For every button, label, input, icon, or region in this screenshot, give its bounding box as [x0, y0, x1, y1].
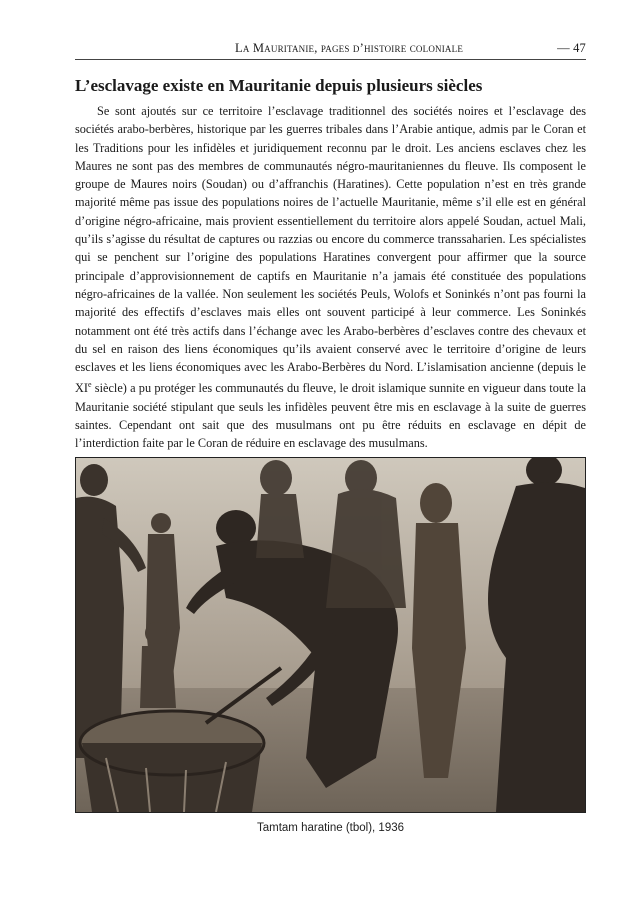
drum	[80, 711, 264, 812]
century-superscript: e	[87, 380, 92, 390]
figure-caption: Tamtam haratine (tbol), 1936	[256, 822, 405, 834]
section-title: L’esclavage existe en Mauritanie depuis plusieurs siècles	[75, 76, 483, 95]
tamtam-photograph	[75, 457, 586, 813]
body-paragraph	[75, 102, 586, 453]
header-rule	[75, 59, 586, 60]
page-number: — 47	[557, 41, 586, 55]
photo-illustration	[76, 458, 585, 812]
paragraph-text-part-1: Se sont ajoutés sur ce territoire l’esclavage traditionnel des sociétés noires et l’esclavage des sociétés arabo-berbères, historique par les guerres tribales dans l’Arabie antique, admis par le Coran et les Traditions pour les infidèles et juridiquement reconnu par le droit. Les anciens esclaves chez les Maures ne sont pas des membres de communautés négro-mauritaniennes du fleuve. Ils composent le groupe de Maures noirs (Soudan) ou d’affranchis (Haratines). Cette population n’est en très grande majorité même pas issue des populations noires de l’actuelle Mauritanie, même s’il elle est en général d’origine négro-africaine, mais provient essentiellement du territoire alors appelé Soudan, actuel Mali, qu’ils s’agisse du résultat de captures ou razzias ou encore du commerce transsaharien. Les spécialistes qui se penchent sur l’origine des populations Haratines convergent pour affirmer que la source principale d’approvisionnement de captifs en Mauritanie n’a jamais été constituée des populations négro-africaines de la vallée. Non seulement les sociétés Peuls, Wolofs et Soninkés n’ont pas fourni la majorité des effectifs d’esclaves mais elles ont souvent participé à leur commerce. Les Soninkés notamment ont été très actifs dans l’échange avec les Arabo-berbères d’esclaves contre des chevaux et du sel en raison des liens économiques qu’ils avaient conservé avec le territoire d’origine de leurs esclaves et les liens économiques avec les Arabo-Berbères du Nord. L’islamisation ancienne (depuis le XI	[75, 104, 586, 396]
paragraph-text-part-2: siècle) a pu protéger les communautés du fleuve, le droit islamique sunnite en vigueur dans toute la Mauritanie société stipulant que seuls les infidèles peuvent être mis en esclavage à la suite de guerres saintes. Cependant ont sait que des musulmans ont pu être réduits en esclavage en dépit de l’interdiction faite par le Coran de réduire en esclavage des musulmans.	[75, 381, 586, 451]
running-title: La Mauritanie, pages d’histoire coloniale	[235, 41, 464, 55]
